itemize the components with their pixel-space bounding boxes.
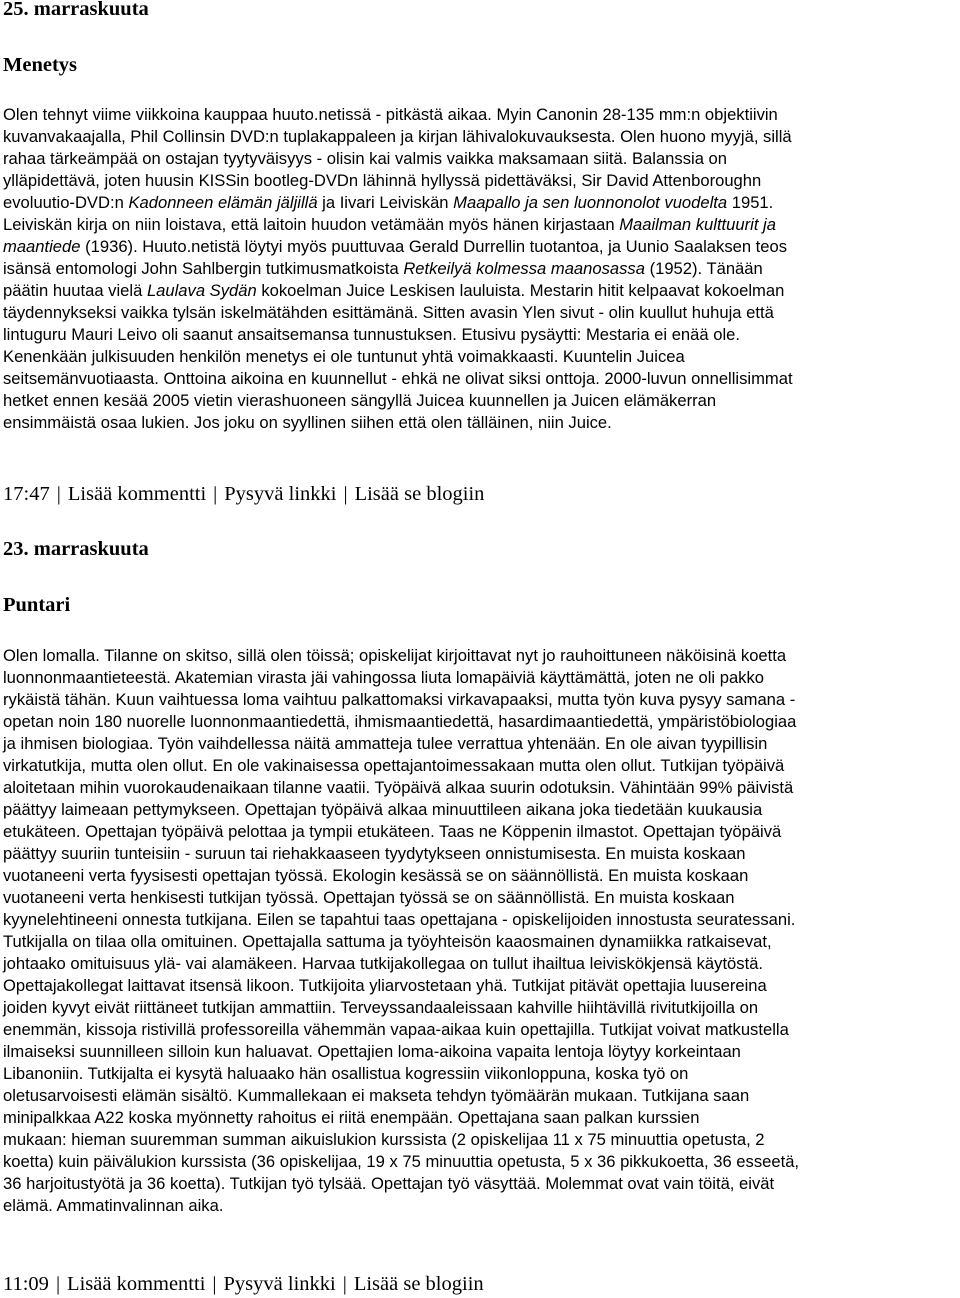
text-line: enemmän, kissoja ristivillä professoreilla vähemmän vapaa-aikaa kuin opettajilla. Tutkijat voivat matkustella <box>3 1020 789 1039</box>
text-line: 36 harjoitustyötä ja 36 koetta). Tutkijan työ tylsää. Opettajan työ väsyttää. Molemmat ovat vain töitä, eivät <box>3 1174 775 1193</box>
text-line: luonnonmaantieteestä. Akatemian virasta jäi vahingossa liuta lomapäiviä käyttämättä, joten ne oli pakko <box>3 668 764 687</box>
text-line: joiden kyvyt eivät riittäneet tutkijan ammattiin. Terveyssandaaleissaan kahville hiihtävillä rivitutkijoilla on <box>3 998 759 1017</box>
post-body <box>3 645 799 1217</box>
text-line: ylläpidettävä, joten huusin KISSin bootleg-DVDn lähinnä hyllyssä pidettäväksi, Sir David Attenboroughn <box>3 171 762 190</box>
add-to-blog-link[interactable]: Lisää se blogiin <box>354 483 485 505</box>
post-date: 23. marraskuuta <box>3 538 149 560</box>
post-date: 25. marraskuuta <box>3 0 149 20</box>
add-comment-link[interactable]: Lisää kommentti <box>67 1273 206 1295</box>
text-line: kuvanvakaajalla, Phil Collinsin DVD:n tuplakappaleen ja kirjan lähivalokuvauksesta. Olen huono myyjä, sillä <box>3 127 792 146</box>
footer-separator: | <box>213 483 218 505</box>
post-body <box>3 104 793 434</box>
add-comment-link[interactable]: Lisää kommentti <box>67 483 207 505</box>
text-line: minipalkkaa A22 koska myönnetty rahoitus ei riitä enempään. Opettajana saan palkan kurssien <box>3 1108 700 1127</box>
text-line: johtaako omituisuus ylä- vai alamäkeen. Harvaa tutkijakollegaa on tullut ihailtua leiviskökjensä käytöstä. <box>3 954 764 973</box>
footer-separator: | <box>55 1273 61 1295</box>
text-line: ensimmäistä osaa lukien. Jos joku on syyllinen siihen että olen tälläinen, niin Juice. <box>3 413 612 432</box>
italic-title: Kadonneen elämän jäljillä <box>128 193 318 212</box>
text-line: maantiede (1936). Huuto.netistä löytyi myös puuttuvaa Gerald Durrellin tuotantoa, ja Uunio Saalaksen teos <box>3 237 788 256</box>
text-line: etukäteen. Opettajan työpäivä pelottaa ja tympii etukäteen. Taas ne Köppenin ilmastot. Opettajan työpäivä <box>3 822 782 841</box>
footer-separator: | <box>212 1273 217 1295</box>
post-title: Puntari <box>3 594 71 616</box>
text-line: isänsä entomologi John Sahlbergin tutkimusmatkoista Retkeilyä kolmessa maanosassa (1952). Tänään <box>3 259 763 278</box>
text-line: Olen tehnyt viime viikkoina kauppaa huuto.netissä - pitkästä aikaa. Myin Canonin 28-135 mm:n objektiivin <box>3 105 778 124</box>
text-line: Opettajakollegat laittavat itsensä likoon. Tutkijoita yliarvostetaan yhä. Tutkijat pitävät opettajia luusereina <box>3 976 767 995</box>
italic-title: Maailman kulttuurit ja <box>619 215 776 234</box>
text-line: mukaan: hieman suuremman summan aikuislukion kurssista (2 opiskelijaa 11 x 75 minuuttia opetusta, 2 <box>3 1130 765 1149</box>
text-line: vuotaneeni verta fyysisesti opettajan työssä. Ekologin kesässä se on säännöllistä. En muista koskaan <box>3 866 749 885</box>
text-line: Olen lomalla. Tilanne on skitso, sillä olen töissä; opiskelijat kirjoittavat nyt jo rauhoittuneen näköisinä koetta <box>3 646 787 665</box>
text-line: seitsemänvuotiaasta. Onttoina aikoina en kuunnellut - ehkä ne olivat siksi onttoja. 2000-luvun onnellisimmat <box>3 369 793 388</box>
italic-title: Maapallo ja sen luonnonolot vuodelta <box>453 193 728 212</box>
text-line: virkatutkija, mutta olen ollut. En ole vakinaisessa opettajantoimessakaan mutta olen ollut. Tutkijan työpäivä <box>3 756 785 775</box>
text-line: evoluutio-DVD:n Kadonneen elämän jäljillä ja Iivari Leiviskän Maapallo ja sen luonnonolot vuodelta 1951. <box>3 193 774 212</box>
permalink-link[interactable]: Pysyvä linkki <box>223 1273 336 1295</box>
footer-separator: | <box>342 1273 347 1295</box>
text-line: Leiviskän kirja on niin loistava, että laitoin huudon vetämään myös hänen kirjastaan Maailman kulttuurit ja <box>3 215 776 234</box>
text-line: opetan noin 180 nuorelle luonnonmaantiedettä, ihmismaantiedettä, hasardimaantiedettä, ympäristöbiologiaa <box>3 712 797 731</box>
text-line: ja ihmisen biologiaa. Työn vaihdellessa näitä ammatteja tulee verrattua yhtenään. En ole aivan tyypillisin <box>3 734 768 753</box>
text-line: aloitetaan mihin vuorokaudenaikaan tilanne vaatii. Työpäivä alkaa suurin odotuksin. Vähintään 99% päivistä <box>3 778 794 797</box>
footer-separator: | <box>56 483 61 505</box>
text-line: hetket ennen kesää 2005 vietin vierashuoneen sängyllä Juicea kuunnellen ja Juicen elämäkerran <box>3 391 717 410</box>
text-line: ilmaiseksi suunnilleen silloin kun haluavat. Opettajien loma-aikoina vapaita lentoja löytyy korkeintaan <box>3 1042 741 1061</box>
text-line: oletusarvoisesti elämän sisältö. Kummallekaan ei makseta tehdyn työmäärän mukaan. Tutkijana saan <box>3 1086 750 1105</box>
footer-separator: | <box>343 483 348 505</box>
post-footer <box>3 1272 484 1296</box>
post-title: Menetys <box>3 54 78 76</box>
italic-title: Laulava Sydän <box>146 281 257 300</box>
text-line: Tutkijalla on tilaa olla omituinen. Opettajalla sattuma ja työyhteisön kaaosmainen dynamiikka ratkaisevat, <box>3 932 772 951</box>
italic-title: Retkeilyä kolmessa maanosassa <box>403 259 645 278</box>
post-time: 11:09 <box>3 1273 49 1295</box>
text-line: kyynelehtineeni onnesta tutkijana. Eilen se tapahtui taas opettajana - opiskelijoiden innostusta seuratessani. <box>3 910 796 929</box>
text-line: rykäistä tähän. Kuun vaihtuessa loma vaihtuu palkattomaksi virkavapaaksi, mutta työn kuva pysyy samana - <box>3 690 796 709</box>
text-line: päättyy laimeaan pettymykseen. Opettajan työpäivä alkaa minuuttileen aikana joka tiedetään kuukausia <box>3 800 763 819</box>
add-to-blog-link[interactable]: Lisää se blogiin <box>353 1273 484 1295</box>
text-line: päättyy suuriin tunteisiin - suruun tai riehakkaaseen tyydytykseen onnistumisesta. En muista koskaan <box>3 844 746 863</box>
text-line: koetta) kuin päivälukion kurssista (36 opiskelijaa, 19 x 75 minuuttia opetusta, 5 x 36 pikkukoetta, 36 esseetä, <box>3 1152 800 1171</box>
text-line: lintuguru Mauri Leivo oli saanut ansaitsemansa tunnustuksen. Etusivu pysäytti: Mestaria ei enää ole. <box>3 325 740 344</box>
post-time: 17:47 <box>3 483 50 505</box>
text-line: päätin huutaa vielä Laulava Sydän kokoelman Juice Leskisen lauluista. Mestarin hitit kelpaavat kokoelman <box>3 281 785 300</box>
permalink-link[interactable]: Pysyvä linkki <box>224 483 337 505</box>
post-footer <box>3 482 484 506</box>
italic-title: maantiede <box>3 237 81 256</box>
text-line: elämä. Ammatinvalinnan aika. <box>3 1196 224 1215</box>
text-line: täydennykseksi vaikka tylsän iskelmätähden esittämänä. Sitten avasin Ylen sivut - olin kuullut huhuja että <box>3 303 774 322</box>
text-line: Libanoniin. Tutkijalta ei kysytä haluaako hän osallistua kogressiin viikonloppuna, koska työ on <box>3 1064 689 1083</box>
text-line: rahaa tärkeämpää on ostajan tyytyväisyys - olisin kai valmis vaikka maksamaan siitä. Balanssia on <box>3 149 727 168</box>
text-line: vuotaneeni verta henkisesti tutkijan työssä. Opettajan työssä se on säännöllistä. En muista koskaan <box>3 888 735 907</box>
text-line: Kenenkään julkisuuden henkilön menetys ei ole tuntunut yhtä voimakkaasti. Kuuntelin Juicea <box>3 347 685 366</box>
